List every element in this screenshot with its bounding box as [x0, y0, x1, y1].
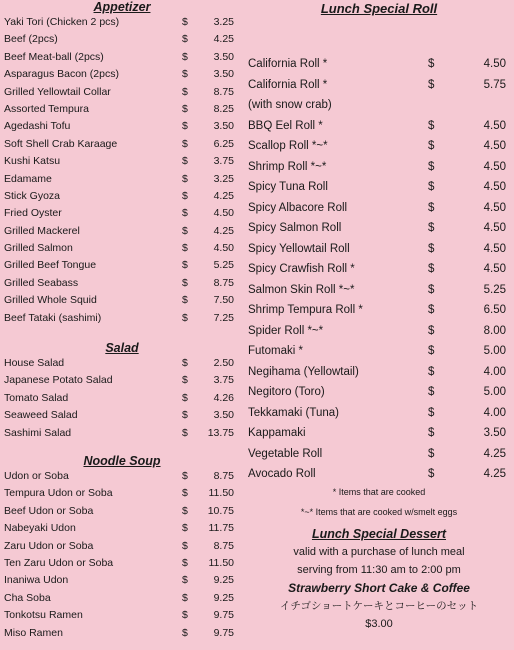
menu-item	[4, 372, 240, 389]
menu-item-name: Grilled Seabass	[4, 276, 79, 289]
menu-item-price: 3.50	[213, 409, 234, 422]
menu-item	[248, 218, 510, 239]
menu-item-price: 13.75	[207, 426, 234, 439]
menu-item	[4, 625, 240, 642]
menu-item-price: 9.75	[213, 626, 234, 639]
menu-item-price: 11.50	[208, 487, 234, 500]
menu-item-name: Spicy Yellowtail Roll	[248, 242, 350, 255]
menu-item	[4, 590, 240, 607]
menu-item-name: Yaki Tori (Chicken 2 pcs)	[4, 16, 120, 28]
menu-item-name: (with snow crab)	[248, 99, 332, 111]
menu-item	[4, 49, 240, 66]
menu-item-price: 4.50	[483, 160, 506, 173]
menu-item-name: Tonkotsu Ramen	[4, 609, 83, 622]
menu-item-name: Grilled Whole Squid	[4, 294, 97, 307]
menu-item-name: Shrimp Roll *~*	[248, 160, 327, 173]
menu-item-currency: $	[182, 487, 188, 500]
left-column	[4, 0, 240, 642]
menu-item	[248, 321, 510, 342]
menu-item-name: Tekkamaki (Tuna)	[248, 406, 339, 419]
menu-item	[4, 292, 240, 309]
menu-item-name: Grilled Salmon	[4, 242, 73, 255]
noodle-list	[4, 468, 240, 642]
menu-item	[248, 116, 510, 137]
menu-item-currency: $	[182, 504, 188, 517]
menu-item-currency: $	[428, 386, 435, 398]
menu-item	[248, 444, 510, 465]
menu-item	[4, 355, 240, 372]
menu-item	[4, 136, 240, 153]
menu-item-price: 8.75	[213, 539, 234, 552]
note-cooked: * Items that are cooked	[332, 486, 426, 497]
menu-item-price: 4.50	[483, 263, 506, 275]
menu-item-currency: $	[428, 283, 435, 296]
menu-item-name: Beef (2pcs)	[4, 33, 58, 46]
menu-item-name: Nabeyaki Udon	[4, 522, 76, 535]
menu-item	[248, 198, 510, 219]
menu-item-name: Avocado Roll	[248, 468, 316, 480]
menu-item	[4, 607, 240, 624]
menu-item-name: Beef Meat-ball (2pcs)	[4, 50, 104, 63]
menu-item-name: Assorted Tempura	[4, 102, 90, 115]
menu-item-currency: $	[428, 160, 435, 173]
menu-item-name: Tempura Udon or Soba	[4, 487, 113, 500]
menu-item	[248, 280, 510, 301]
menu-item-currency: $	[428, 406, 435, 419]
menu-item-currency: $	[182, 357, 188, 370]
menu-item-price: 4.50	[483, 201, 506, 214]
menu-item-name: Edamame	[4, 172, 52, 185]
menu-item-price: 10.75	[207, 504, 234, 517]
menu-item-name: Agedashi Tofu	[4, 120, 71, 133]
menu-item-name: Grilled Beef Tongue	[4, 259, 97, 272]
menu-item-price: 4.50	[213, 207, 234, 220]
menu-item-price: 4.25	[483, 447, 506, 460]
menu-item-price: 3.75	[213, 374, 234, 387]
menu-item	[4, 520, 240, 537]
menu-item	[4, 188, 240, 205]
menu-item-currency: $	[428, 242, 435, 255]
menu-item-price: 4.25	[213, 189, 234, 202]
lunch-roll-heading: Lunch Special Roll	[320, 1, 438, 16]
menu-item-currency: $	[182, 539, 188, 552]
menu-item	[4, 205, 240, 222]
menu-item-currency: $	[182, 137, 188, 150]
menu-item-currency: $	[182, 409, 188, 422]
menu-item	[4, 485, 240, 502]
menu-item	[248, 464, 510, 485]
menu-item-currency: $	[428, 468, 435, 480]
dessert-serving-text: serving from 11:30 am to 2:00 pm	[297, 563, 461, 576]
menu-item-name: Miso Ramen	[4, 626, 63, 639]
menu-item-price: 8.75	[213, 276, 234, 289]
menu-item	[248, 362, 510, 383]
menu-item	[248, 403, 510, 424]
menu-item-price: 4.50	[483, 58, 506, 70]
menu-item	[248, 382, 510, 403]
menu-item-price: 3.50	[213, 120, 234, 133]
dessert-valid-text: valid with a purchase of lunch meal	[293, 545, 465, 558]
menu-item	[4, 223, 240, 240]
menu-item	[4, 555, 240, 572]
menu-item	[4, 275, 240, 292]
menu-item-price: 4.25	[483, 468, 506, 480]
menu-item-name: Spicy Albacore Roll	[248, 201, 348, 214]
menu-item-currency: $	[182, 242, 188, 255]
menu-item-price: 4.50	[483, 242, 506, 255]
menu-item-currency: $	[182, 391, 188, 404]
menu-item-currency: $	[182, 374, 188, 387]
menu-item-name: Japanese Potato Salad	[4, 374, 113, 387]
menu-item-price: 2.50	[213, 357, 234, 370]
menu-item-price: 5.25	[213, 259, 234, 272]
menu-item-name: BBQ Eel Roll *	[248, 119, 323, 132]
menu-item	[248, 75, 510, 96]
menu-item	[248, 157, 510, 178]
menu-item-name: Shrimp Tempura Roll *	[248, 304, 363, 316]
menu-item	[4, 572, 240, 589]
menu-item-name: Grilled Mackerel	[4, 224, 80, 237]
noodle-heading: Noodle Soup	[83, 453, 161, 468]
menu-item-name: California Roll *	[248, 78, 328, 91]
menu-item-price: 7.25	[213, 311, 234, 324]
menu-item-currency: $	[182, 276, 188, 289]
menu-item	[248, 341, 510, 362]
menu-item-name: Vegetable Roll	[248, 447, 323, 460]
menu-item	[248, 54, 510, 75]
menu-item-price: 4.26	[213, 391, 234, 404]
menu-item-price: 4.00	[483, 406, 506, 419]
menu-item-currency: $	[428, 324, 435, 337]
menu-item	[248, 136, 510, 157]
menu-item-price: 5.25	[483, 283, 506, 296]
menu-item-currency: $	[428, 427, 435, 439]
menu-item-currency: $	[428, 345, 435, 357]
menu-item-name: Scallop Roll *~*	[248, 140, 328, 152]
menu-item-currency: $	[182, 207, 188, 220]
menu-item-price: 9.25	[213, 574, 234, 587]
menu-item-price: 8.00	[483, 324, 506, 337]
dessert-item-jp: イチゴショートケーキとコーヒーのセット	[279, 599, 479, 612]
menu-item-name: Spicy Crawfish Roll *	[248, 263, 355, 275]
menu-item	[4, 66, 240, 83]
menu-item-name: Ten Zaru Udon or Soba	[4, 556, 114, 569]
menu-item-currency: $	[182, 172, 188, 185]
menu-item-price: 4.25	[213, 224, 234, 237]
menu-item-currency: $	[182, 155, 188, 168]
menu-item-currency: $	[182, 311, 188, 324]
menu-item-name: Cha Soba	[4, 591, 51, 604]
menu-item	[4, 407, 240, 424]
menu-item-currency: $	[428, 140, 435, 152]
menu-item-name: Asparagus Bacon (2pcs)	[4, 68, 119, 81]
menu-item-currency: $	[182, 102, 188, 115]
dessert-item: Strawberry Short Cake & Coffee	[288, 580, 470, 595]
menu-item-currency: $	[428, 222, 435, 234]
menu-item-currency: $	[428, 78, 435, 91]
menu-item-price: 7.50	[213, 294, 234, 307]
right-column	[248, 0, 510, 633]
menu-item-name: Beef Udon or Soba	[4, 504, 94, 517]
salad-heading: Salad	[105, 341, 139, 356]
menu-item-currency: $	[428, 263, 435, 275]
menu-item-name: Kappamaki	[248, 427, 306, 439]
menu-item-currency: $	[182, 50, 188, 63]
menu-item-currency: $	[182, 591, 188, 604]
menu-item-price: 8.25	[213, 102, 234, 115]
menu-item-currency: $	[428, 447, 435, 460]
menu-item	[248, 423, 510, 444]
menu-item-price: 4.00	[483, 365, 506, 378]
menu-item-price: 3.25	[213, 16, 234, 28]
menu-item-currency: $	[428, 304, 435, 316]
menu-item	[4, 14, 240, 31]
menu-item-name: Soft Shell Crab Karaage	[4, 137, 118, 150]
menu-item-currency: $	[182, 574, 188, 587]
menu-item-currency: $	[182, 469, 188, 482]
menu-item	[248, 177, 510, 198]
menu-item-price: 11.50	[208, 556, 234, 569]
menu-item-name: Inaniwa Udon	[4, 574, 69, 587]
menu-item-price: 5.00	[483, 386, 506, 398]
menu-item-name: California Roll *	[248, 58, 328, 70]
menu-item-name: House Salad	[4, 357, 65, 370]
menu-item-name: Tomato Salad	[4, 391, 69, 404]
menu-item-name: Futomaki *	[248, 345, 303, 357]
menu-item-currency: $	[182, 33, 188, 46]
menu-item-currency: $	[428, 181, 435, 193]
menu-item-price: 3.25	[213, 172, 234, 185]
menu-item	[4, 425, 240, 442]
menu-item-price: 8.75	[213, 85, 234, 98]
menu-item-currency: $	[182, 224, 188, 237]
menu-item-price: 5.75	[483, 78, 506, 91]
appetizer-list	[4, 14, 240, 327]
menu-item-price: 4.50	[483, 181, 506, 193]
menu-item-currency: $	[182, 259, 188, 272]
menu-item	[4, 153, 240, 170]
menu-item	[4, 31, 240, 48]
menu-item-price: 11.75	[208, 522, 234, 535]
menu-item	[4, 390, 240, 407]
menu-item	[4, 310, 240, 327]
menu-item	[4, 101, 240, 118]
menu-item-name: Spicy Tuna Roll	[248, 181, 328, 193]
menu-item-currency: $	[182, 294, 188, 307]
menu-item-price: 4.50	[483, 222, 506, 234]
appetizer-heading: Appetizer	[93, 0, 151, 14]
menu-item-price: 4.50	[483, 119, 506, 132]
menu-item-currency: $	[428, 365, 435, 378]
menu-item	[248, 300, 510, 321]
menu-item-name: Udon or Soba	[4, 469, 69, 482]
menu-item-name: Salmon Skin Roll *~*	[248, 283, 355, 296]
menu-item-currency: $	[182, 626, 188, 639]
menu-item	[4, 257, 240, 274]
menu-item-name: Beef Tataki (sashimi)	[4, 311, 102, 324]
menu-item-name: Sashimi Salad	[4, 426, 72, 439]
menu-item-currency: $	[182, 85, 188, 98]
menu-item	[4, 503, 240, 520]
menu-item	[248, 259, 510, 280]
menu-item-name: Kushi Katsu	[4, 155, 61, 168]
menu-item-name: Spider Roll *~*	[248, 324, 324, 337]
menu-item	[4, 118, 240, 135]
menu-item-price: 9.25	[213, 591, 234, 604]
menu-item-currency: $	[428, 58, 435, 70]
menu-item-currency: $	[182, 426, 188, 439]
menu-item	[4, 240, 240, 257]
menu-item	[248, 239, 510, 260]
menu-item-name: Stick Gyoza	[4, 189, 61, 202]
menu-item-price: 3.75	[213, 155, 234, 168]
menu-item-price: 5.00	[483, 345, 506, 357]
menu-item-currency: $	[182, 556, 188, 569]
menu-item-currency: $	[182, 522, 188, 535]
roll-list	[248, 54, 510, 485]
menu-item-price: 4.50	[213, 242, 234, 255]
dessert-heading: Lunch Special Dessert	[311, 526, 447, 541]
note-smelt-eggs: *~* Items that are cooked w/smelt eggs	[300, 506, 458, 517]
menu-item-currency: $	[182, 189, 188, 202]
menu-item-price: 6.25	[213, 137, 234, 150]
menu-item-price: 4.50	[483, 140, 506, 152]
menu-item-name: Grilled Yellowtail Collar	[4, 85, 111, 98]
menu-item-price: 3.50	[483, 427, 506, 439]
menu-item	[4, 468, 240, 485]
menu-item-price: 9.75	[213, 609, 234, 622]
menu-item-price: 8.75	[213, 469, 234, 482]
menu-item	[4, 84, 240, 101]
menu-item-name: Spicy Salmon Roll	[248, 222, 342, 234]
menu-item	[4, 171, 240, 188]
dessert-price: $3.00	[365, 617, 393, 630]
salad-list	[4, 355, 240, 442]
menu-item-price: 3.50	[213, 68, 234, 81]
menu-item-price: 6.50	[483, 304, 506, 316]
menu-item	[4, 538, 240, 555]
menu-item-name: Seaweed Salad	[4, 409, 78, 422]
menu-item	[248, 95, 510, 116]
menu-item-currency: $	[428, 201, 435, 214]
menu-item-currency: $	[182, 16, 188, 28]
menu-item-name: Negitoro (Toro)	[248, 386, 325, 398]
menu-item-currency: $	[182, 609, 188, 622]
menu-item-currency: $	[182, 68, 188, 81]
menu-item-name: Fried Oyster	[4, 207, 62, 220]
menu-item-currency: $	[428, 119, 435, 132]
menu-item-price: 3.50	[213, 50, 234, 63]
menu-item-price: 4.25	[213, 33, 234, 46]
menu-item-name: Negihama (Yellowtail)	[248, 365, 359, 378]
menu-item-currency: $	[182, 120, 188, 133]
menu-item-name: Zaru Udon or Soba	[4, 539, 94, 552]
